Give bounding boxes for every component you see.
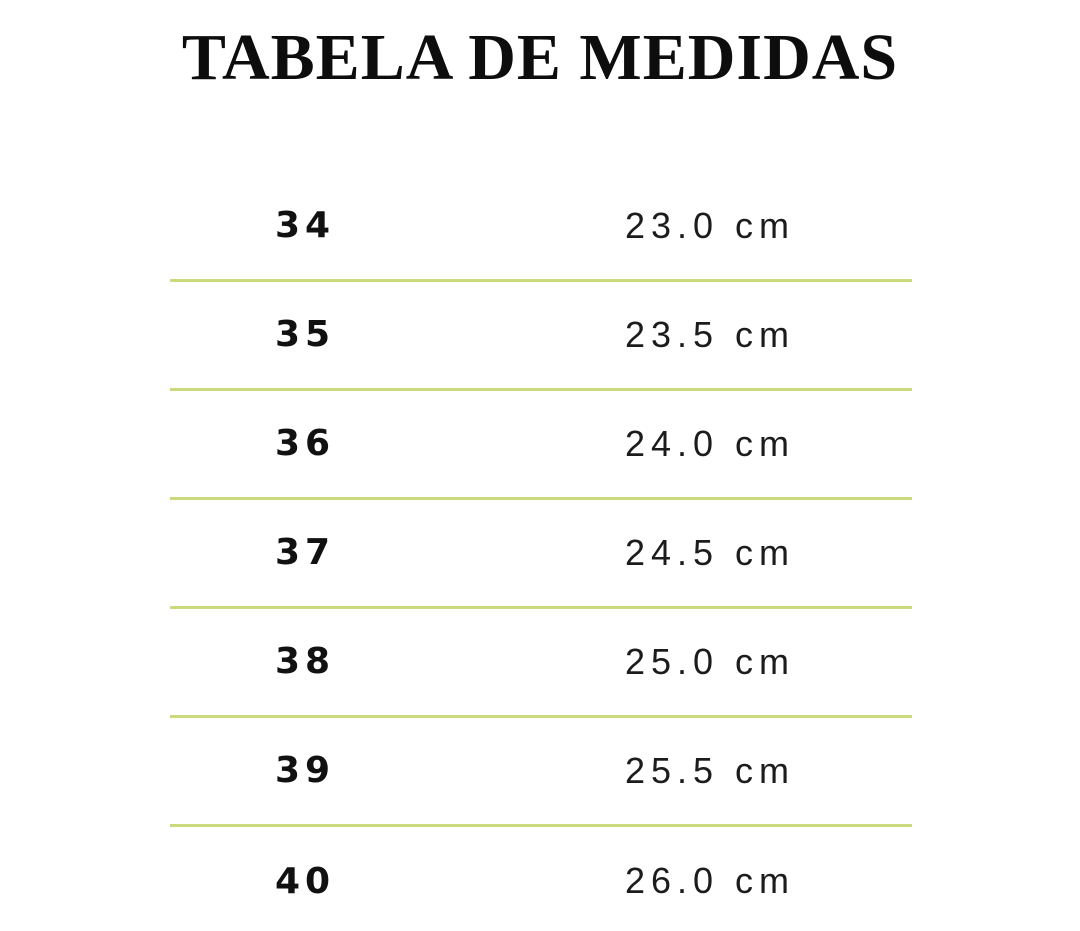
size-value: 37 <box>274 532 336 574</box>
size-value: 38 <box>274 641 336 683</box>
size-row <box>170 282 912 391</box>
length-value: 25.0 cm <box>624 640 796 682</box>
size-value: 40 <box>274 860 336 902</box>
size-row <box>170 609 912 718</box>
length-value: 23.5 cm <box>624 313 796 355</box>
length-value: 23.0 cm <box>624 204 796 246</box>
length-value: 25.5 cm <box>624 749 796 791</box>
size-table <box>170 173 912 931</box>
size-row <box>170 173 912 282</box>
size-row <box>170 718 912 827</box>
length-value: 24.5 cm <box>624 531 796 573</box>
size-row <box>170 500 912 609</box>
page-title: TABELA DE MEDIDAS <box>181 21 899 94</box>
length-value: 24.0 cm <box>624 422 796 464</box>
size-value: 35 <box>274 314 336 356</box>
length-value: 26.0 cm <box>624 860 796 902</box>
size-value: 34 <box>274 205 336 247</box>
size-value: 39 <box>274 750 336 792</box>
size-row <box>170 827 912 931</box>
size-row <box>170 391 912 500</box>
size-value: 36 <box>274 423 336 465</box>
